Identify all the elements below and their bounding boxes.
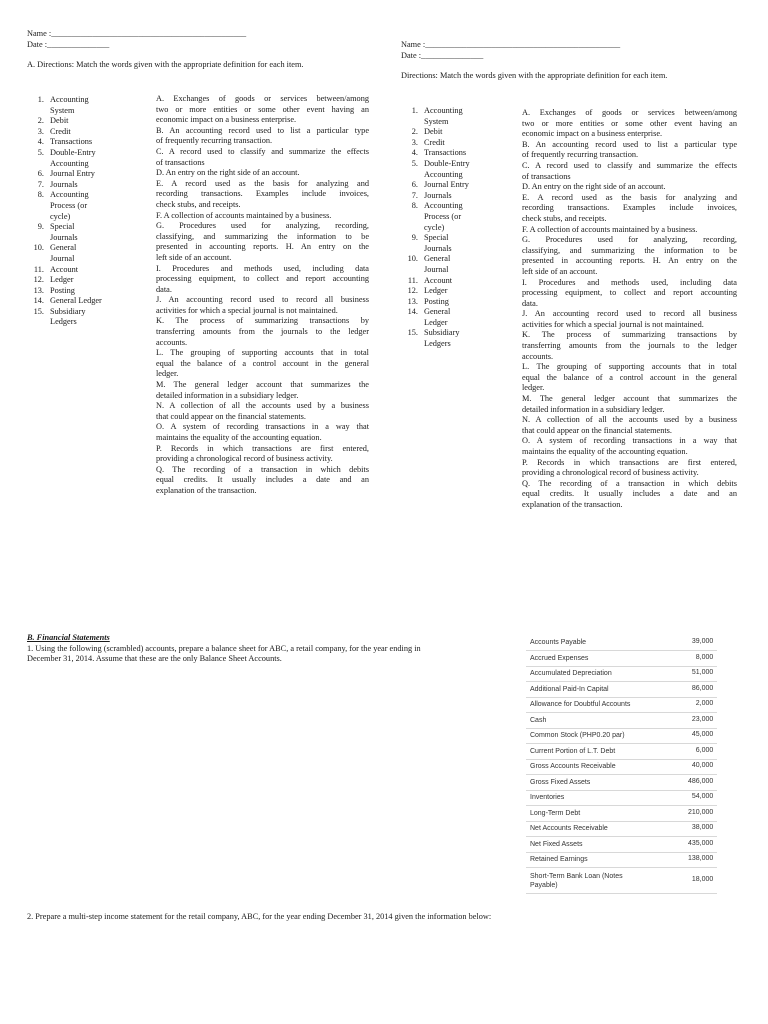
definition-line: C. A record used to classify and summarize the effects [522, 160, 737, 170]
definition-line: F. A collection of accounts maintained by a business. [522, 224, 698, 234]
term-label-line: Posting [424, 296, 449, 306]
term-label [424, 328, 502, 349]
term-label [424, 138, 502, 149]
account-amount: 45,000 [684, 728, 717, 744]
term-item [402, 328, 502, 349]
term-label-line: Double-Entry [50, 147, 96, 157]
term-label-line: System [50, 105, 75, 115]
table-row [526, 666, 717, 682]
definition-line: P. Records in which transactions are first entered, [522, 457, 737, 467]
term-label-line: Special [424, 233, 449, 243]
account-name-line: Current Portion of L.T. Debt [530, 747, 616, 755]
definition-line: data. [522, 298, 538, 308]
account-name-line: Long-Term Debt [530, 809, 581, 817]
term-label [50, 307, 128, 328]
term-item [402, 307, 502, 328]
term-label [424, 201, 502, 233]
term-label-line: Ledgers [424, 339, 451, 349]
definition-line: Q. The recording of a transaction in which debits [156, 464, 369, 474]
definition-line: F. A collection of accounts maintained by a business. [156, 210, 332, 220]
definition-line: check stubs, and receipts. [522, 213, 607, 223]
term-label [50, 243, 128, 264]
term-number: 5. [411, 158, 418, 168]
definition-line: classifying, and summarizing the information to be [522, 245, 737, 255]
account-name [526, 775, 684, 791]
term-label-line: General [50, 243, 77, 253]
table-row [526, 759, 717, 775]
account-name [526, 759, 684, 775]
account-name-line: Accrued Expenses [530, 654, 589, 662]
term-item [402, 276, 502, 287]
term-label-line: Debit [424, 127, 443, 137]
term-item [402, 148, 502, 159]
definition-line: explanation of the transaction. [156, 485, 257, 495]
account-name-line: Accumulated Depreciation [530, 670, 612, 678]
term-label [50, 265, 128, 276]
term-label [424, 297, 502, 308]
term-label-line: Accounting [50, 158, 89, 168]
account-name-line: Inventories [530, 794, 565, 802]
account-amount: 435,000 [684, 837, 717, 853]
term-number: 8. [411, 201, 418, 211]
account-amount: 6,000 [684, 744, 717, 760]
term-label [424, 127, 502, 138]
definition-line: O. A system of recording transactions in a way that [522, 436, 737, 446]
term-label-line: Posting [50, 285, 75, 295]
definition-line: C. A record used to classify and summarize the effects [156, 146, 369, 156]
term-label [50, 190, 128, 222]
term-item [402, 106, 502, 127]
account-name [526, 713, 684, 729]
section-b [27, 633, 507, 665]
term-label-line: Ledgers [50, 317, 77, 327]
table-row [526, 651, 717, 667]
term-label-line: Special [50, 222, 75, 232]
term-number: 2. [411, 127, 418, 137]
definition-line: I. Procedures and methods used, including data [156, 263, 369, 273]
definition-line: two or more entities or some other event having an [522, 118, 737, 128]
term-label-line: Accounting [50, 190, 89, 200]
term-label-line: Accounting [424, 201, 463, 211]
term-label-line: Journal Entry [424, 180, 469, 190]
definition-line: B. An accounting record used to list a particular type [522, 139, 737, 149]
account-name [526, 806, 684, 822]
definition-line: B. An accounting record used to list a particular type [156, 125, 369, 135]
date-line: Date :_______________ [27, 39, 110, 49]
definition-line: of transactions [522, 171, 571, 181]
definition-list [156, 94, 369, 497]
account-name [526, 868, 684, 894]
definition-line: left side of an account. [156, 252, 232, 262]
term-number: 14. [33, 296, 44, 306]
definition-line: that could appear on the financial statements. [522, 425, 672, 435]
term-label [424, 106, 502, 127]
definition-list [522, 108, 737, 511]
account-amount: 86,000 [684, 682, 717, 698]
definition-line: of transactions [156, 157, 205, 167]
account-name-line: Short-Term Bank Loan (Notes [530, 872, 623, 880]
left-worksheet [27, 29, 377, 71]
term-label [424, 180, 502, 191]
table-row [526, 775, 717, 791]
term-number: 14. [407, 307, 418, 317]
term-item [28, 180, 128, 191]
definition-line: E. A record used as the basis for analyzing and [156, 178, 369, 188]
term-item [402, 127, 502, 138]
term-label-line: Process (or [50, 200, 88, 210]
account-amount: 23,000 [684, 713, 717, 729]
definition-line: economic impact on a business enterprise. [522, 129, 663, 139]
account-name [526, 682, 684, 698]
term-label-line: Journal [50, 253, 75, 263]
account-amount: 138,000 [684, 852, 717, 868]
definition-line: equal the balance of a control account in the general [156, 358, 369, 368]
term-number: 8. [37, 190, 44, 200]
account-name-line: Gross Accounts Receivable [530, 763, 616, 771]
account-name [526, 744, 684, 760]
account-name [526, 635, 684, 651]
term-label-line: Account [50, 264, 79, 274]
definition-line: ledger. [522, 383, 545, 393]
term-label-line: Subsidiary [424, 328, 460, 338]
item-1-line-2: December 31, 2014. Assume that these are the only Balance Sheet Accounts. [27, 654, 282, 664]
definition-line: A. Exchanges of goods or services between/among [156, 94, 369, 103]
term-item [28, 169, 128, 180]
term-number: 4. [411, 148, 418, 158]
account-name-line: Net Accounts Receivable [530, 825, 608, 833]
term-label-line: Journals [50, 232, 78, 242]
term-item [28, 307, 128, 328]
term-label-line: Journals [424, 190, 452, 200]
definition-line: D. An entry on the right side of an account. [522, 182, 666, 192]
term-number: 1. [411, 106, 418, 115]
term-item [28, 127, 128, 138]
term-number: 13. [33, 285, 44, 295]
term-list [28, 95, 128, 328]
section-heading: B. Financial Statements [27, 633, 110, 642]
term-number: 9. [37, 222, 44, 232]
account-name-line: Retained Earnings [530, 856, 588, 864]
account-amount: 38,000 [684, 821, 717, 837]
term-label-line: Account [424, 275, 453, 285]
date-line: Date :_______________ [401, 50, 484, 60]
term-item [402, 233, 502, 254]
term-number: 15. [33, 306, 44, 316]
term-item [28, 286, 128, 297]
definition-line: presented in accounting reports. H. An entry on the [156, 242, 369, 252]
definition-line: M. The general ledger account that summarizes the [156, 380, 369, 390]
accounts-table [526, 635, 717, 894]
right-worksheet [401, 40, 751, 82]
definition-line: equal credits. It usually includes a date and an [522, 489, 737, 499]
account-name [526, 837, 684, 853]
definition-line: G. Procedures used for analyzing, recording, [522, 235, 737, 245]
table-row [526, 868, 717, 894]
definition-line: activities for which a special journal is not maintained. [156, 305, 338, 315]
definition-line: L. The grouping of supporting accounts that in total [522, 362, 737, 372]
term-number: 11. [407, 275, 418, 285]
table-row [526, 635, 717, 651]
account-amount: 8,000 [684, 651, 717, 667]
term-number: 1. [37, 95, 44, 104]
term-label-line: Ledger [424, 317, 448, 327]
term-label-line: Debit [50, 116, 69, 126]
definition-line: Q. The recording of a transaction in which debits [522, 478, 737, 488]
term-label-line: Double-Entry [424, 158, 470, 168]
account-name [526, 697, 684, 713]
name-line: Name :_______________________________________________ [27, 29, 247, 38]
term-label-line: Journals [50, 179, 78, 189]
definition-line: K. The process of summarizing transactions by [522, 330, 737, 340]
term-number: 10. [407, 254, 418, 264]
definition-line: detailed information in a subsidiary ledger. [156, 390, 299, 400]
account-amount: 486,000 [684, 775, 717, 791]
definition-line: two or more entities or some other event having an [156, 104, 369, 114]
definition-line: activities for which a special journal is not maintained. [522, 319, 704, 329]
table-row [526, 837, 717, 853]
term-label-line: General [424, 254, 451, 264]
definition-line: left side of an account. [522, 266, 598, 276]
definition-line: data. [156, 284, 172, 294]
account-name [526, 790, 684, 806]
term-item [28, 222, 128, 243]
term-label-line: Ledger [424, 286, 448, 296]
term-label-line: Subsidiary [50, 306, 86, 316]
balance-sheet-accounts [526, 635, 717, 894]
term-label-line: General [424, 307, 451, 317]
definition-line: transferring amounts from the journals to the ledger [522, 341, 737, 351]
definition-line: maintains the equality of the accounting equation. [156, 433, 322, 442]
term-label-line: Accounting [424, 106, 463, 115]
account-name [526, 666, 684, 682]
term-label-line: Accounting [424, 169, 463, 179]
definition-line: E. A record used as the basis for analyzing and [522, 192, 737, 202]
term-label [424, 307, 502, 328]
term-label-line: Process (or [424, 211, 462, 221]
term-label-line: Credit [50, 126, 71, 136]
term-number: 2. [37, 116, 44, 126]
term-item [28, 275, 128, 286]
term-item [28, 296, 128, 307]
term-label [50, 148, 128, 169]
table-row [526, 728, 717, 744]
term-number: 11. [33, 264, 44, 274]
term-number: 3. [411, 137, 418, 147]
definition-line: transferring amounts from the journals to the ledger [156, 327, 369, 337]
term-label [50, 127, 128, 138]
term-number: 13. [407, 296, 418, 306]
term-label-line: cycle) [50, 211, 71, 221]
definition-line: check stubs, and receipts. [156, 199, 241, 209]
directions: A. Directions: Match the words given with the appropriate definition for each item. [27, 60, 304, 70]
term-label-line: System [424, 116, 449, 126]
term-number: 7. [37, 179, 44, 189]
term-label [50, 137, 128, 148]
term-item [402, 138, 502, 149]
account-amount: 2,000 [684, 697, 717, 713]
table-row [526, 852, 717, 868]
definition-line: detailed information in a subsidiary ledger. [522, 404, 665, 414]
term-label [50, 296, 128, 307]
account-name-line: Payable) [530, 881, 558, 889]
term-label [50, 275, 128, 286]
term-item [402, 180, 502, 191]
definition-line: ledger. [156, 369, 179, 379]
term-number: 5. [37, 147, 44, 157]
term-number: 6. [411, 180, 418, 190]
definition-line: recording transactions. Examples include invoices, [522, 203, 737, 213]
term-item [28, 95, 128, 116]
definition-line: equal credits. It usually includes a date and an [156, 475, 369, 485]
account-name-line: Cash [530, 716, 547, 724]
term-label [424, 276, 502, 287]
term-label-line: Credit [424, 137, 445, 147]
term-label-line: Journal [424, 264, 449, 274]
account-name-line: Allowance for Doubtful Accounts [530, 701, 631, 709]
term-number: 3. [37, 126, 44, 136]
item-1-line-1: 1. Using the following (scrambled) accounts, prepare a balance sheet for ABC, a retail company, for the year ending in [27, 643, 421, 653]
term-item [28, 190, 128, 222]
account-name [526, 821, 684, 837]
term-number: 6. [37, 169, 44, 179]
account-name [526, 728, 684, 744]
definition-line: accounts. [522, 351, 554, 361]
definition-line: classifying, and summarizing the information to be [156, 231, 369, 241]
account-name [526, 651, 684, 667]
table-row [526, 806, 717, 822]
definition-line: accounts. [156, 337, 188, 347]
term-item [402, 297, 502, 308]
definition-line: M. The general ledger account that summarizes the [522, 394, 737, 404]
table-row [526, 682, 717, 698]
term-item [28, 265, 128, 276]
account-amount: 51,000 [684, 666, 717, 682]
account-amount: 54,000 [684, 790, 717, 806]
term-label [424, 233, 502, 254]
account-amount: 18,000 [684, 868, 717, 894]
term-item [28, 148, 128, 169]
definition-line: processing equipment, to collect and report accounting [522, 288, 737, 298]
item-2: 2. Prepare a multi-step income statement for the retail company, ABC, for the year ending December 31, 2014 given the information below: [27, 912, 492, 921]
definition-line: equal the balance of a control account in the general [522, 372, 737, 382]
account-name-line: Additional Paid-In Capital [530, 685, 609, 693]
definition-line: J. An accounting record used to record all business [522, 309, 737, 319]
term-label-line: Ledger [50, 275, 74, 285]
term-label [50, 169, 128, 180]
term-number: 9. [411, 233, 418, 243]
definition-line: G. Procedures used for analyzing, recording, [156, 221, 369, 231]
definition-line: L. The grouping of supporting accounts that in total [156, 348, 369, 358]
term-label [50, 180, 128, 191]
table-row [526, 790, 717, 806]
term-list [402, 106, 502, 350]
definition-line: recording transactions. Examples include invoices, [156, 189, 369, 199]
term-item [402, 201, 502, 233]
term-item [28, 116, 128, 127]
definition-line: N. A collection of all the accounts used by a business [522, 415, 737, 425]
table-row [526, 744, 717, 760]
definition-line: economic impact on a business enterprise. [156, 115, 297, 125]
definition-line: providing a chronological record of business activity. [156, 454, 333, 464]
term-label-line: Journals [424, 243, 452, 253]
term-number: 12. [33, 275, 44, 285]
definition-line: of frequently recurring transaction. [156, 136, 273, 146]
name-line: Name :_______________________________________________ [401, 40, 621, 49]
term-label [424, 286, 502, 297]
definition-line: of frequently recurring transaction. [522, 150, 639, 160]
term-label-line: Journal Entry [50, 169, 95, 179]
term-label [50, 95, 128, 116]
table-row [526, 821, 717, 837]
directions: Directions: Match the words given with the appropriate definition for each item. [401, 71, 668, 81]
term-label [50, 286, 128, 297]
account-amount: 210,000 [684, 806, 717, 822]
term-number: 4. [37, 137, 44, 147]
definition-line: I. Procedures and methods used, including data [522, 277, 737, 287]
term-item [28, 137, 128, 148]
definition-line: providing a chronological record of business activity. [522, 468, 699, 478]
term-item [28, 243, 128, 264]
definition-line: that could appear on the financial statements. [156, 411, 306, 421]
definition-line: processing equipment, to collect and report accounting [156, 274, 369, 284]
term-item [402, 191, 502, 202]
definition-line: K. The process of summarizing transactions by [156, 316, 369, 326]
term-item [402, 286, 502, 297]
term-label-line: Transactions [50, 137, 93, 147]
definition-line: D. An entry on the right side of an account. [156, 168, 300, 178]
term-number: 7. [411, 190, 418, 200]
term-label-line: General Ledger [50, 296, 102, 306]
account-amount: 39,000 [684, 635, 717, 651]
definition-line: N. A collection of all the accounts used by a business [156, 401, 369, 411]
term-label [424, 159, 502, 180]
term-label-line: cycle) [424, 222, 445, 232]
term-number: 15. [407, 328, 418, 338]
definition-line: J. An accounting record used to record all business [156, 295, 369, 305]
account-name-line: Net Fixed Assets [530, 840, 583, 848]
definition-line: A. Exchanges of goods or services between/among [522, 108, 737, 117]
definition-line: explanation of the transaction. [522, 499, 623, 509]
definition-line: maintains the equality of the accounting equation. [522, 447, 688, 456]
table-row [526, 713, 717, 729]
term-label-line: Accounting [50, 95, 89, 104]
term-label [50, 116, 128, 127]
definition-line: O. A system of recording transactions in a way that [156, 422, 369, 432]
table-row [526, 697, 717, 713]
term-item [402, 159, 502, 180]
term-label [50, 222, 128, 243]
account-name-line: Common Stock (PHP0.20 par) [530, 732, 625, 740]
account-name-line: Gross Fixed Assets [530, 778, 591, 786]
term-label [424, 148, 502, 159]
term-label-line: Transactions [424, 148, 467, 158]
term-item [402, 254, 502, 275]
definition-line: presented in accounting reports. H. An entry on the [522, 256, 737, 266]
term-number: 12. [407, 286, 418, 296]
term-label [424, 191, 502, 202]
account-name-line: Accounts Payable [530, 639, 587, 646]
account-amount: 40,000 [684, 759, 717, 775]
definition-line: P. Records in which transactions are first entered, [156, 443, 369, 453]
account-name [526, 852, 684, 868]
term-number: 10. [33, 243, 44, 253]
term-label [424, 254, 502, 275]
